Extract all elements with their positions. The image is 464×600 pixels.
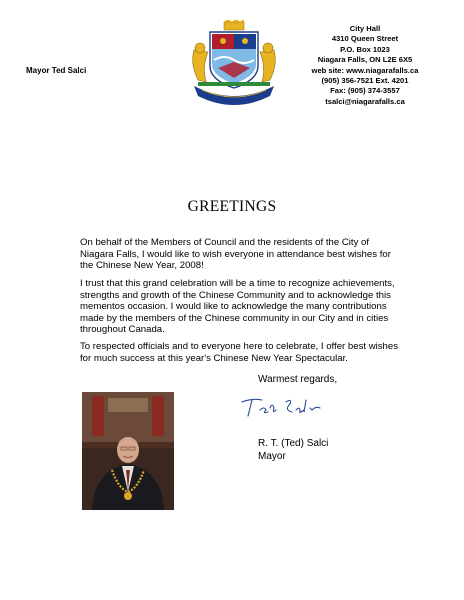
address-line: City Hall [349,24,381,33]
address-line: (905) 356-7521 Ext. 4201 [321,76,409,86]
letter-paragraph: On behalf of the Members of Council and the residents of the City of Niagara Falls, I would like to wish everyone in attendance best wishes for the Chinese New Year, 2008! [80,237,391,271]
city-crest-logo [188,20,280,106]
address-line: 4310 Queen Street [331,34,399,44]
closing: Warmest regards, [258,374,338,385]
letter-heading: GREETINGS [187,198,277,215]
address-line: tsalci@niagarafalls.ca [325,96,405,106]
handwritten-signature [238,394,328,420]
city-hall-address-block [300,24,430,107]
address-line: Niagara Falls, ON L2E 6X5 [317,55,413,65]
mayor-portrait-photo [82,392,174,510]
mayor-label: Mayor Ted Salci [26,66,87,75]
address-line: web site: www.niagarafalls.ca [311,65,419,75]
signer-block [258,437,328,463]
address-line: Fax: (905) 374-3557 [330,86,400,96]
signer-title: Mayor [258,451,286,462]
letter-paragraph: I trust that this grand celebration will be a time to recognize achievements, strengths and growth of the Chinese Community and to acknowledge this mementos occasion. I would like to acknowledge the many contributions made by the members of the Chinese community in our City and in cities throughout Canada. [80,278,395,335]
letter-paragraph: To respected officials and to everyone here to celebrate, I offer best wishes for much success at this year's Chinese New Year Spectacular. [80,341,399,364]
address-line: P.O. Box 1023 [340,44,390,54]
signer-name: R. T. (Ted) Salci [258,438,329,449]
